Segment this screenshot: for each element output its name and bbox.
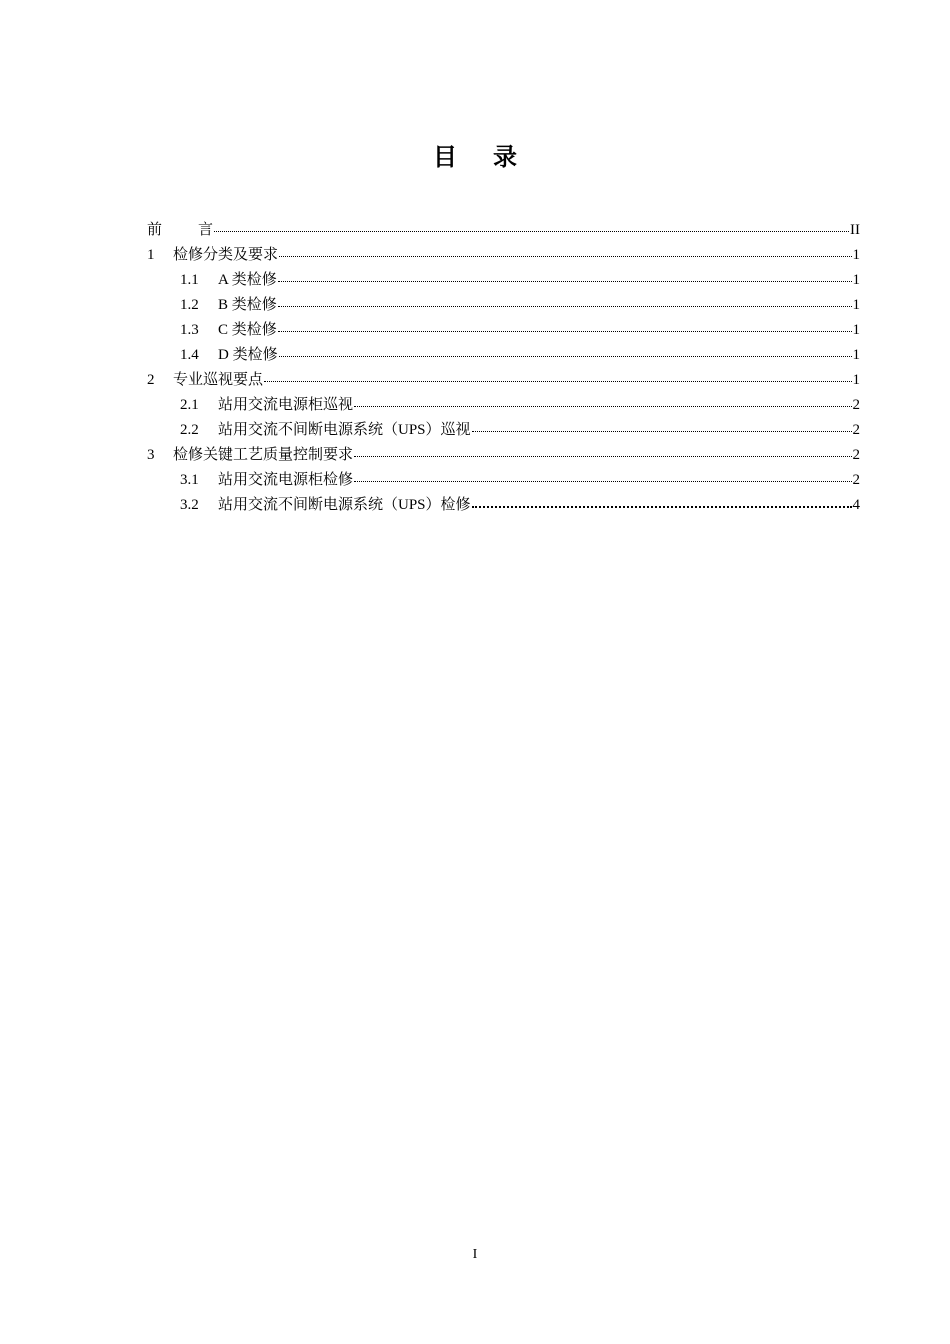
toc-section-number: 3: [147, 447, 155, 463]
footer-page-number: I: [472, 1247, 478, 1262]
toc-label: 专业巡视要点: [173, 372, 264, 388]
toc-page-number: 1: [852, 272, 860, 288]
toc-leader-dots: [278, 318, 852, 334]
toc-leader-dots: [472, 418, 852, 434]
toc-section-number: 1.2: [180, 297, 199, 313]
page-title-char-2: 录: [493, 143, 517, 171]
toc-leader-dots: [264, 368, 851, 384]
toc-label: C 类检修: [218, 322, 277, 338]
toc-page-number: 2: [852, 447, 860, 463]
toc-page-number: 4: [852, 497, 860, 513]
toc-section-number: 3.2: [180, 497, 199, 513]
toc-label: B 类检修: [218, 297, 277, 313]
toc-label: D 类检修: [218, 347, 278, 363]
toc-page-number: 1: [852, 247, 860, 263]
toc-section-number: 1.1: [180, 272, 199, 288]
toc-leader-dots: [354, 443, 851, 459]
toc-entry[interactable]: [147, 343, 860, 368]
toc-entry[interactable]: [147, 368, 860, 393]
toc-section-number: 1.3: [180, 322, 199, 338]
toc-page-number: II: [850, 222, 860, 238]
toc-label: 检修关键工艺质量控制要求: [173, 447, 354, 463]
toc-label: A 类检修: [218, 272, 277, 288]
toc-leader-dots: [354, 468, 851, 484]
toc-entry[interactable]: [147, 443, 860, 468]
toc-leader-dots: [278, 293, 852, 309]
toc-section-number: 1.4: [180, 347, 199, 363]
toc-page-number: 2: [852, 397, 860, 413]
toc-page-number: 1: [852, 347, 860, 363]
toc-label: 站用交流电源柜检修: [218, 472, 354, 488]
toc-section-number: 2: [147, 372, 155, 388]
toc-leader-dots: [278, 268, 852, 284]
page-title-char-1: 目: [433, 143, 457, 171]
toc-label: 检修分类及要求: [173, 247, 279, 263]
toc-leader-dots: [279, 243, 851, 259]
toc-label: 站用交流不间断电源系统（UPS）检修: [218, 497, 471, 513]
toc-page-number: 1: [852, 297, 860, 313]
toc-entry-preface[interactable]: [147, 218, 860, 243]
toc-label: 站用交流电源柜巡视: [218, 397, 354, 413]
toc-entry[interactable]: [147, 318, 860, 343]
toc-entry[interactable]: [147, 243, 860, 268]
toc-section-number: 3.1: [180, 472, 199, 488]
toc-section-number: 2.2: [180, 422, 199, 438]
table-of-contents: [147, 218, 860, 518]
toc-page-number: 2: [852, 472, 860, 488]
toc-leader-dots: [472, 493, 852, 509]
toc-leader-dots: [214, 218, 849, 234]
toc-label: 站用交流不间断电源系统（UPS）巡视: [218, 422, 471, 438]
toc-entry[interactable]: [147, 293, 860, 318]
toc-leader-dots: [354, 393, 851, 409]
toc-entry[interactable]: [147, 418, 860, 443]
toc-entry[interactable]: [147, 268, 860, 293]
toc-page-number: 1: [852, 372, 860, 388]
toc-entry[interactable]: [147, 493, 860, 518]
toc-section-number: 2.1: [180, 397, 199, 413]
toc-leader-dots: [279, 343, 852, 359]
toc-entry[interactable]: [147, 468, 860, 493]
toc-page-number: 2: [852, 422, 860, 438]
toc-page-number: 1: [852, 322, 860, 338]
toc-entry[interactable]: [147, 393, 860, 418]
toc-section-number: 1: [147, 247, 155, 263]
page-title: [0, 140, 950, 174]
toc-label: 前 言: [147, 222, 214, 238]
